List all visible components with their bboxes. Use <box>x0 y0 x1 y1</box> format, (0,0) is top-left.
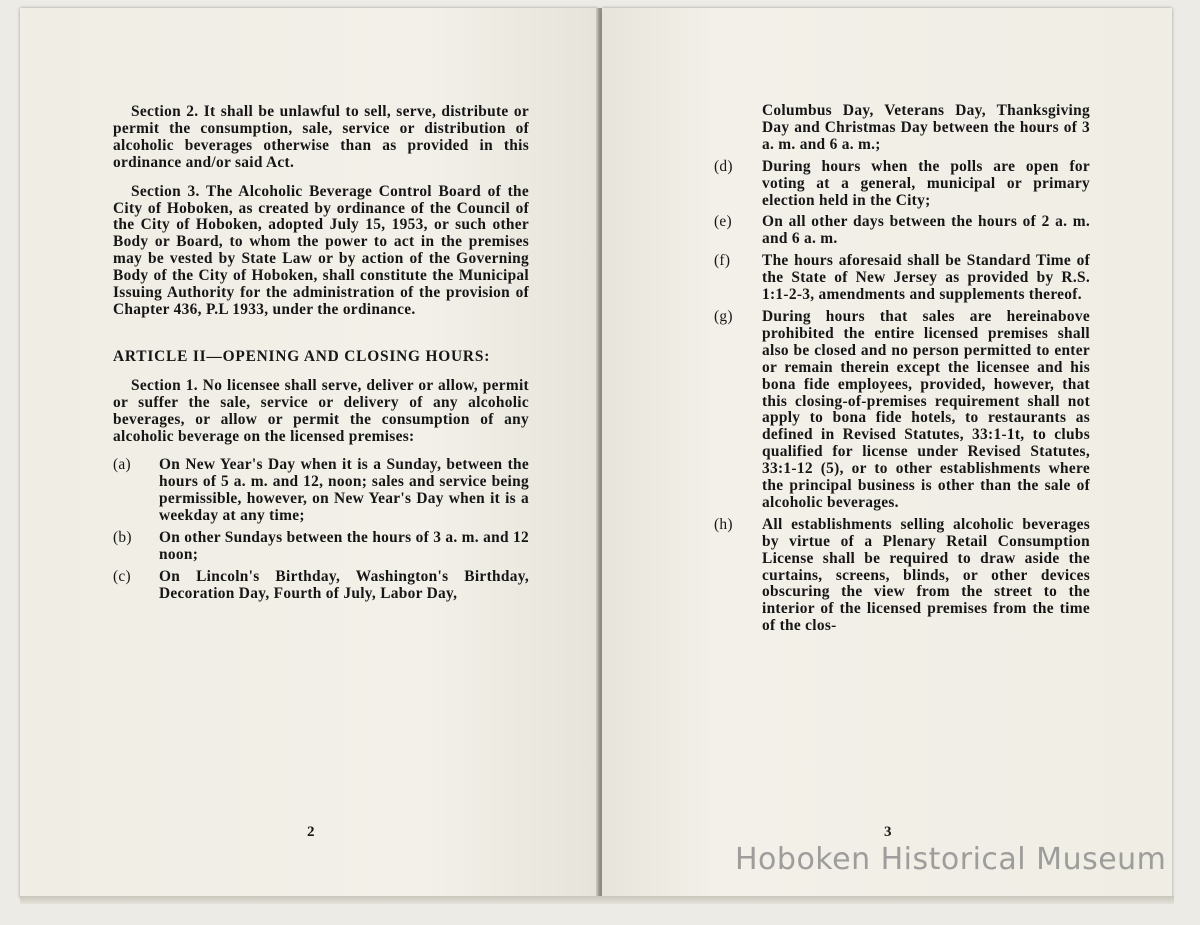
page-bottom-edge <box>20 896 1174 904</box>
list-item <box>714 517 1090 635</box>
item-text: The hours aforesaid shall be Standard Time of the State of New Jersey as provided by R.S. 1:1-2-3, amendments and supplements thereof. <box>762 252 1090 304</box>
right-page <box>602 8 1172 898</box>
item-text: On all other days between the hours of 2 a. m. and 6 a. m. <box>762 213 1090 248</box>
left-column <box>113 104 529 608</box>
item-text: During hours that sales are hereinabove prohibited the entire licensed premises shall also be closed and no person permitted to enter or remain therein except the licensee and his bona fide employees, provided, however, that this closing-of-premises requirement shall not apply to bona fide hotels, to restaurants as defined in Revised Statutes, 33:1-1t, to clubs qualified for license under Revised Statutes, 33:1-12 (5), or to other establishments where the principal business is other than the sale of alcoholic beverages. <box>762 307 1090 511</box>
item-text: On other Sundays between the hours of 3 a. m. and 12 noon; <box>159 529 529 563</box>
section-3-paragraph: Section 3. The Alcoholic Beverage Control Board of the City of Hoboken, as created by ordinance of the Council of the City of Hoboken, adopted July 15, 1953, or such other Body or Board, to whom the power to act in the premises may be vested by State Law or by action of the Governing Body of the City of Hoboken, shall constitute the Municipal Issuing Authority for the administration of the provision of Chapter 436, P.L 1933, under the ordinance. <box>113 182 529 318</box>
item-text: During hours when the polls are open for voting at a general, municipal or primary election held in the City; <box>762 157 1090 209</box>
item-marker: (f) <box>714 252 731 270</box>
item-marker: (b) <box>113 529 132 547</box>
item-marker: (g) <box>714 307 733 325</box>
continued-text: Columbus Day, Veterans Day, Thanksgiving Day and Christmas Day between the hours of 3 a. m. and 6 a. m.; <box>762 102 1090 153</box>
section-1-paragraph: Section 1. No licensee shall serve, deliver or allow, permit or suffer the sale, service or delivery of any alcoholic beverages, or allow or permit the consumption of any alcoholic beverage on the licensed premises: <box>113 376 529 445</box>
list-item <box>714 253 1090 304</box>
list-item <box>113 457 529 525</box>
section-2-paragraph: Section 2. It shall be unlawful to sell, serve, distribute or permit the consumption, sale, service or distribution of alcoholic beverages otherwise than as provided in this ordinance and/or said Act. <box>113 103 529 171</box>
list-item <box>714 309 1090 512</box>
item-marker: (c) <box>113 567 131 585</box>
item-text: On New Year's Day when it is a Sunday, between the hours of 5 a. m. and 12, noon; sales and service being permissible, however, on New Year's Day when it is a weekday at any time; <box>159 456 529 525</box>
right-column <box>714 103 1090 640</box>
item-marker: (d) <box>714 157 733 175</box>
museum-watermark: Hoboken Historical Museum <box>735 842 1167 877</box>
list-item <box>714 159 1090 210</box>
page-number: 3 <box>884 824 892 840</box>
item-text: On Lincoln's Birthday, Washington's Birthday, Decoration Day, Fourth of July, Labor Day, <box>159 567 529 602</box>
item-marker: (h) <box>714 515 733 533</box>
article-heading: ARTICLE II—OPENING AND CLOSING HOURS: <box>113 347 491 365</box>
left-page <box>20 8 598 898</box>
item-text: All establishments selling alcoholic beverages by virtue of a Plenary Retail Consumption License shall be required to draw aside the curtains, screens, blinds, or other devices obscuring the view from the street to the interior of the licensed premises from the time of the clos- <box>762 515 1090 635</box>
list-item <box>113 569 529 603</box>
page-number: 2 <box>307 824 315 840</box>
list-item <box>113 530 529 564</box>
list-item <box>714 214 1090 248</box>
item-marker: (e) <box>714 213 732 231</box>
item-marker: (a) <box>113 456 131 474</box>
